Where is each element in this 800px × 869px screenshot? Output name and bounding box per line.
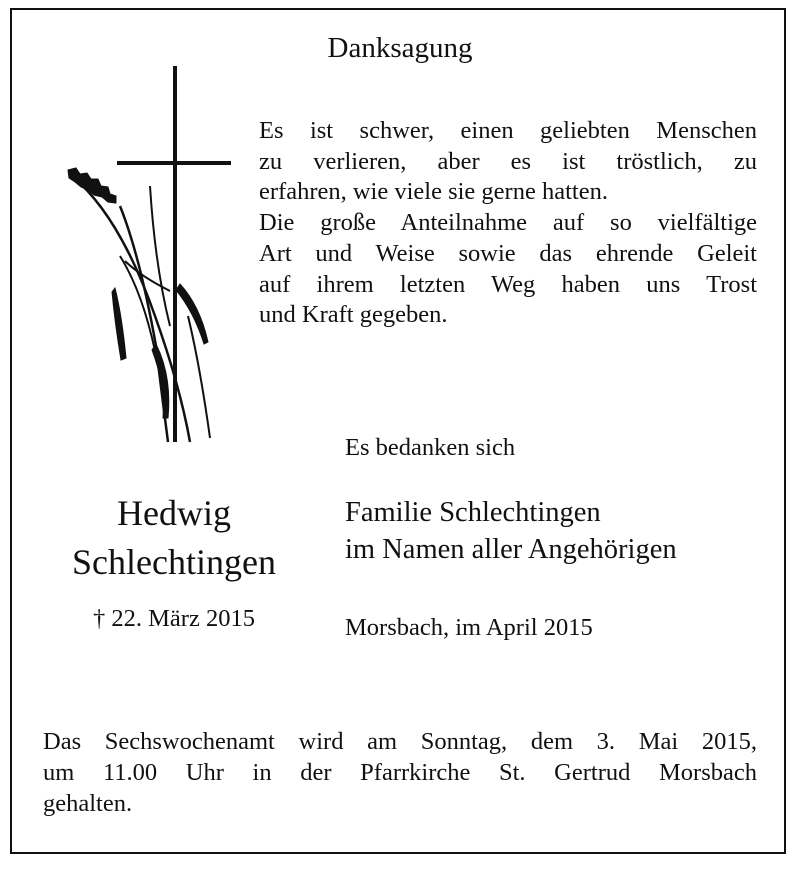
thanks-message bbox=[259, 116, 757, 331]
message-line: Art und Weise sowie das ehrende Geleit bbox=[259, 239, 757, 267]
family-relatives: im Namen aller Angehörigen bbox=[345, 534, 677, 565]
deceased-name bbox=[18, 489, 330, 587]
footer-line: Das Sechswochenamt wird am Sonntag, dem 3. Mai 2015, bbox=[43, 728, 757, 755]
message-line: Die große Anteilnahme auf so vielfältige bbox=[259, 209, 757, 237]
thanks-line: Es bedanken sich bbox=[345, 434, 516, 461]
wheat-icon bbox=[68, 168, 210, 442]
cross-icon bbox=[117, 66, 231, 442]
message-line: zu verlieren, aber es ist tröstlich, zu bbox=[259, 147, 757, 175]
message-line: Es ist schwer, einen geliebten Menschen bbox=[259, 117, 757, 144]
deceased-last-name: Schlechtingen bbox=[72, 542, 276, 582]
family-name: Familie Schlechtingen bbox=[345, 497, 601, 528]
notice-heading: Danksagung bbox=[327, 32, 473, 64]
message-line: und Kraft gegeben. bbox=[259, 301, 448, 329]
message-line: erfahren, wie viele sie gerne hatten. bbox=[259, 178, 608, 206]
deceased-first-name: Hedwig bbox=[117, 493, 231, 533]
message-line: auf ihrem letzten Weg haben uns Trost bbox=[259, 270, 757, 298]
footer-line: um 11.00 Uhr in der Pfarrkirche St. Gertrud Morsbach bbox=[43, 759, 757, 786]
death-date: † 22. März 2015 bbox=[93, 605, 255, 632]
footer-line: gehalten. bbox=[43, 790, 133, 817]
place-date: Morsbach, im April 2015 bbox=[345, 614, 593, 641]
family-signature bbox=[345, 494, 677, 568]
memorial-mass-notice bbox=[43, 726, 757, 819]
cross-with-wheat-emblem bbox=[60, 66, 235, 446]
